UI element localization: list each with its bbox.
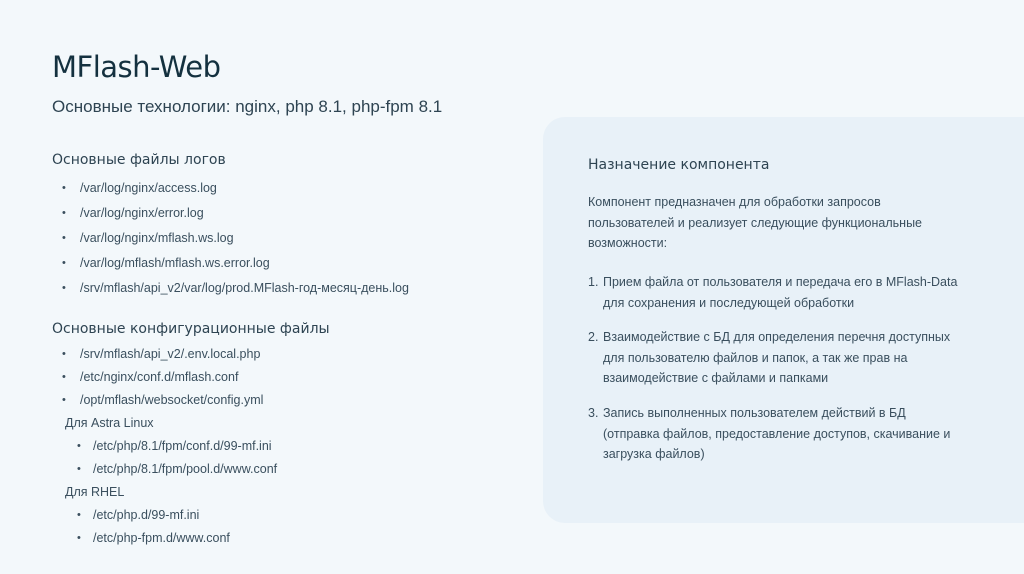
bullet-icon: •	[62, 257, 66, 269]
log-file-item: /var/log/nginx/mflash.ws.log	[80, 231, 234, 245]
purpose-heading: Назначение компонента	[588, 157, 770, 173]
config-file-item: /srv/mflash/api_v2/.env.local.php	[80, 347, 261, 361]
item-text: Взаимодействие с БД для определения перечня доступных для пользователю файлов и папок, а так же прав на взаимодействие с файлами и папками	[603, 330, 951, 385]
logs-heading: Основные файлы логов	[52, 152, 226, 168]
bullet-icon: •	[62, 207, 66, 219]
config-file-item: /opt/mflash/websocket/config.yml	[80, 393, 264, 407]
item-number: 3.	[588, 406, 599, 420]
log-file-item: /var/log/nginx/access.log	[80, 181, 217, 195]
bullet-icon: •	[62, 348, 66, 360]
rhel-config-item: /etc/php.d/99-mf.ini	[93, 508, 200, 522]
configs-heading: Основные конфигурационные файлы	[52, 321, 330, 337]
item-number: 1.	[588, 275, 599, 289]
rhel-config-item: /etc/php-fpm.d/www.conf	[93, 531, 230, 545]
bullet-icon: •	[62, 394, 66, 406]
purpose-intro: Компонент предназначен для обработки запросов пользователей и реализует следующие функциональные возможности:	[588, 195, 923, 250]
bullet-icon: •	[77, 463, 81, 475]
bullet-icon: •	[77, 532, 81, 544]
rhel-label: Для RHEL	[65, 485, 125, 499]
page-title: MFlash-Web	[52, 50, 221, 84]
item-number: 2.	[588, 330, 599, 344]
bullet-icon: •	[77, 509, 81, 521]
bullet-icon: •	[62, 182, 66, 194]
astra-config-item: /etc/php/8.1/fpm/pool.d/www.conf	[93, 462, 278, 476]
purpose-item	[588, 327, 958, 389]
astra-config-item: /etc/php/8.1/fpm/conf.d/99-mf.ini	[93, 439, 272, 453]
log-file-item: /srv/mflash/api_v2/var/log/prod.MFlash-год-месяц-день.log	[80, 281, 409, 295]
config-file-item: /etc/nginx/conf.d/mflash.conf	[80, 370, 239, 384]
log-file-item: /var/log/mflash/mflash.ws.error.log	[80, 256, 270, 270]
item-text: Запись выполненных пользователем действий в БД (отправка файлов, предоставление доступов, скачивание и загрузка файлов)	[603, 406, 951, 461]
astra-linux-label: Для Astra Linux	[65, 416, 154, 430]
purpose-item	[588, 272, 958, 313]
bullet-icon: •	[62, 371, 66, 383]
purpose-item	[588, 403, 958, 465]
bullet-icon: •	[62, 232, 66, 244]
subtitle: Основные технологии: nginx, php 8.1, php-fpm 8.1	[52, 97, 443, 116]
item-text: Прием файла от пользователя и передача его в MFlash-Data для сохранения и последующей обработки	[603, 275, 958, 310]
bullet-icon: •	[77, 440, 81, 452]
bullet-icon: •	[62, 282, 66, 294]
log-file-item: /var/log/nginx/error.log	[80, 206, 204, 220]
